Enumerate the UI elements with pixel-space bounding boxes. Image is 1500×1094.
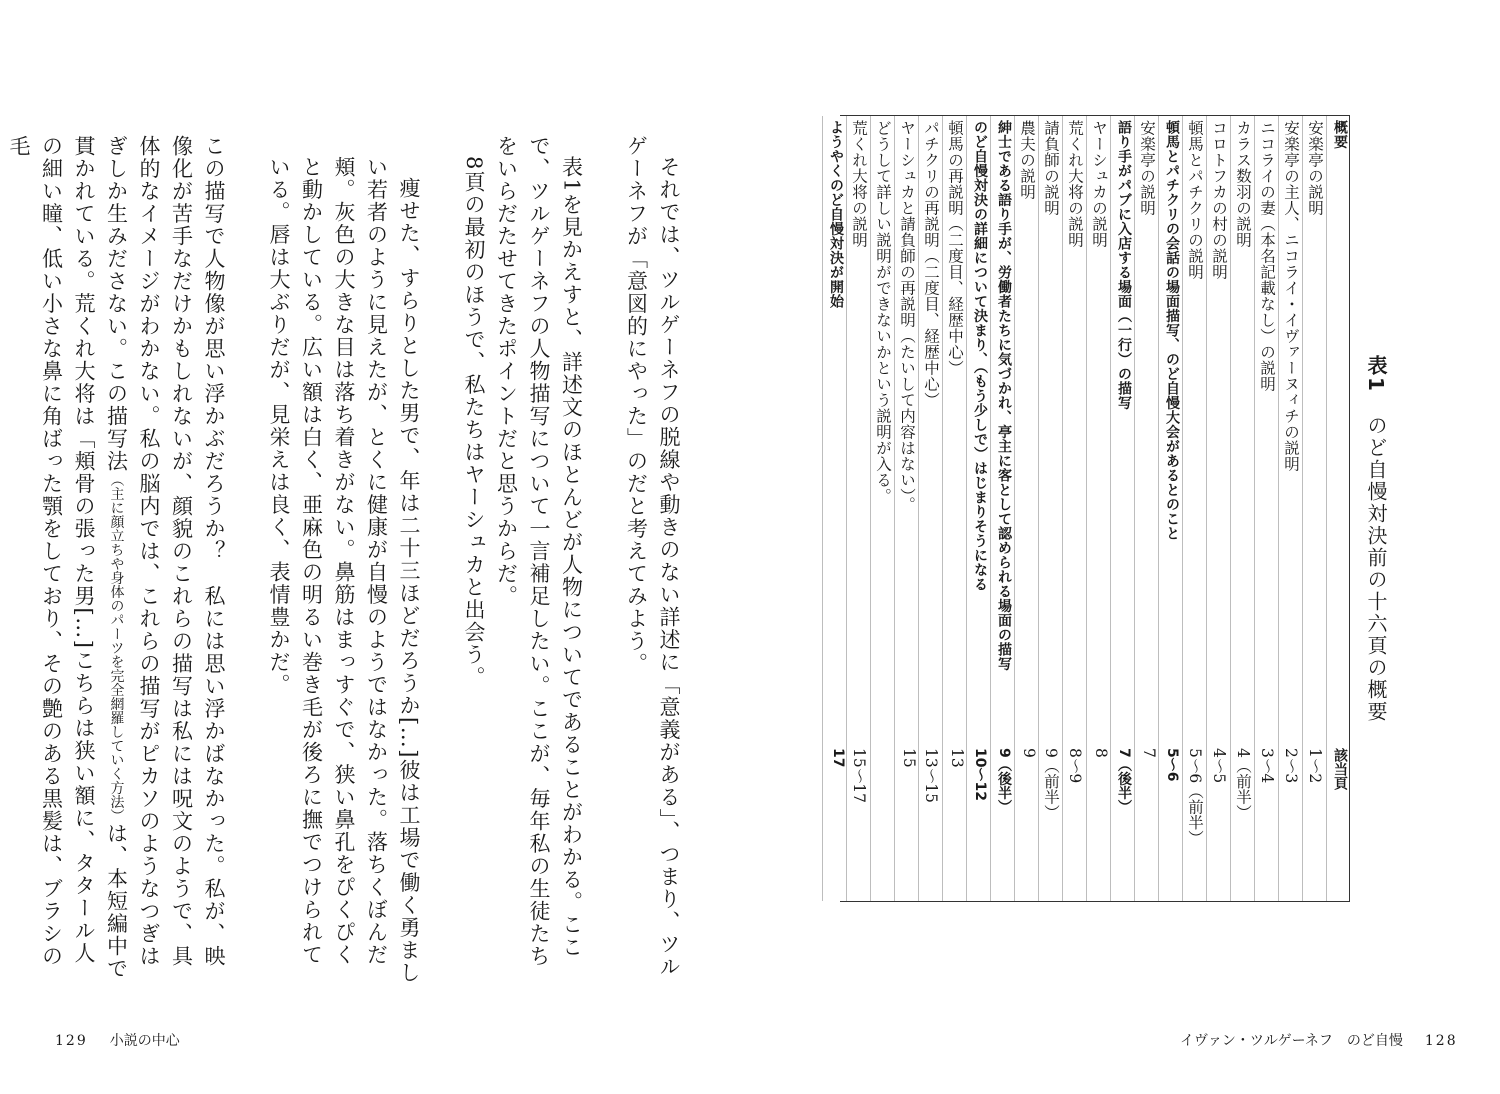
table-title: のど自慢対決前の十六頁の概要 [1364, 414, 1388, 723]
row-pages: 15〜17 [850, 748, 868, 803]
row-topic: 荒くれ大将の説明 [850, 120, 868, 248]
row-topic: 安楽亭の主人、ニコライ・イヴァーヌィチの説明 [1282, 120, 1300, 472]
row-topic: コロトフカの村の説明 [1210, 120, 1228, 280]
table-row [822, 116, 846, 901]
paragraph [425, 135, 458, 985]
body-text [7, 135, 685, 985]
row-topic: 頓馬の再説明（二度目、経歴中心） [946, 120, 964, 376]
row-topic: 頓馬とパチクリの説明 [1186, 120, 1204, 280]
row-topic: パチクリの再説明（二度目、経歴中心） [922, 120, 940, 408]
outline-table [828, 115, 1350, 902]
table-row [1014, 116, 1038, 901]
row-pages: 17 [830, 748, 846, 768]
paragraph [588, 135, 621, 985]
running-head: イヴァン・ツルゲーネフ のど自慢 [1180, 1033, 1403, 1049]
table-row [990, 116, 1014, 901]
row-pages: 3〜4 [1258, 748, 1276, 784]
row-topic: のど自慢対決の詳細について決まり、（もう少しで）はじまりそうになる [972, 120, 988, 592]
row-topic: 農夫の説明 [1018, 120, 1036, 200]
row-pages: 2〜3 [1282, 748, 1300, 784]
row-pages: 9（前半） [1042, 748, 1060, 820]
row-topic: 頓馬とパチクリの会話の場面描写、のど自慢大会があるとのこと [1164, 120, 1180, 541]
row-pages: 7（後半） [1116, 748, 1132, 814]
row-pages: 4〜5 [1210, 748, 1228, 784]
paragraph: 表1を見かえすと、詳述文のほとんどが人物についてであることがわかる。ここで、ツルゲーネフの人物描写について一言補足したい。ここが、毎年私の生徒たちをいらだたせてきたポイントだと思うからだ。 [494, 135, 584, 968]
table-row [1158, 116, 1182, 901]
row-pages: 8 [1092, 748, 1110, 758]
table-row [846, 116, 870, 901]
table-row [1302, 116, 1326, 901]
paragraph-text: この描写で人物像が思い浮かぶだろうか？ 私には思い浮かばなかった。私が、映像化が苦手なだけかもしれないが、顔貌のこれらの描写は私には呪文のようで、具体的なイメージがわかない。私の脳内では、これらの描写がピカソのようなつぎはぎしか生みださない。この描写法 [104, 135, 226, 968]
quotation: 痩せた、すらりとした男で、年は二十三ほどだろうか[…]彼は工場で働く勇ましい若者のように見えたが、とくに健康が自慢のようではなかった。落ちくぼんだ頬。灰色の大きな目は落ち着きがない。鼻筋はまっすぐで、狭い鼻孔をぴくぴくと動かしている。広い額は白く、亜麻色の明るい巻き毛が後ろに撫でつけられている。唇は大ぶりだが、見栄えは良く、表情豊かだ。 [267, 156, 421, 984]
row-pages: 4（前半） [1234, 748, 1252, 820]
row-topic: ヤーシュカの説明 [1090, 120, 1108, 248]
row-pages: 13〜15 [922, 748, 940, 803]
row-pages: 13 [948, 748, 966, 768]
paragraph-text: は、本短編中で貫かれている。荒くれ大将は「頬骨の張った男[…]こちらは狭い額に、タタール人の細い瞳、低い小さな鼻に角ばった顎をしており、その艶のある黒髪は、ブラシの毛 [7, 135, 129, 980]
table-columns [828, 116, 1350, 901]
table-row [1110, 116, 1134, 901]
table-row [1134, 116, 1158, 901]
row-pages: 15 [900, 748, 918, 768]
table-row [1086, 116, 1110, 901]
row-topic: カラス数羽の説明 [1234, 120, 1252, 248]
right-folio [1180, 1030, 1480, 1050]
page-number: 129 [55, 1033, 88, 1049]
table-header [1326, 116, 1350, 901]
table-row [894, 116, 918, 901]
row-topic: 荒くれ大将の説明 [1066, 120, 1084, 248]
row-topic: 安楽亭の説明 [1138, 120, 1156, 216]
table-row [1206, 116, 1230, 901]
paragraph: それでは、ツルゲーネフの脱線や動きのない詳述に「意義がある」、つまり、ツルゲーネフが「意図的にやった」のだと考えてみよう。 [624, 135, 681, 978]
table-row [1230, 116, 1254, 901]
row-pages: 8〜9 [1066, 748, 1084, 784]
row-topic: 紳士である語り手が、労働者たちに気づかれ、亭主に客として認められる場面の描写 [996, 120, 1012, 671]
row-pages: 9 [1020, 748, 1038, 758]
paragraph [230, 135, 263, 985]
table-row [1254, 116, 1278, 901]
row-pages: 5〜6 [1164, 748, 1180, 782]
paragraph: 8頁の最初のほうで、私たちはヤーシュカと出会う。 [462, 156, 486, 689]
table-row [1062, 116, 1086, 901]
row-topic: 安楽亭の説明 [1306, 120, 1324, 216]
table-row [966, 116, 990, 901]
row-topic: どうして詳しい説明ができないかという説明が入る。 [874, 120, 892, 504]
row-pages: 5〜6（前半） [1186, 748, 1204, 846]
table-row [870, 116, 894, 901]
table-row [1278, 116, 1302, 901]
paragraph [3, 135, 231, 985]
row-topic: 請負師の説明 [1042, 120, 1060, 216]
row-pages: 9（後半） [996, 748, 1012, 814]
table-caption [1362, 355, 1391, 723]
row-topic: 語り手がパブに入店する場面（一行）の描写 [1116, 120, 1132, 410]
row-topic: ニコライの妻（本名記載なし）の説明 [1258, 120, 1276, 392]
row-pages [871, 748, 894, 898]
header-pages: 該当頁 [1332, 748, 1348, 790]
table-row [918, 116, 942, 901]
table-row [942, 116, 966, 901]
row-pages: 7 [1140, 748, 1158, 758]
page-number: 128 [1424, 1033, 1458, 1049]
row-pages: 1〜2 [1306, 748, 1324, 784]
table-row [1038, 116, 1062, 901]
table-label: 表1 [1364, 355, 1388, 393]
row-topic: ようやくのど自慢対決が開始 [828, 120, 844, 309]
row-topic: ヤーシュカと請負師の再説明（たいして内容はない）。 [898, 120, 916, 513]
paragraph-note: （主に顔立ちや身体のパーツを完全網羅していく方法） [108, 472, 125, 823]
running-head: 小説の中心 [109, 1033, 180, 1049]
header-topic: 概要 [1332, 120, 1348, 149]
left-folio [55, 1030, 180, 1050]
row-pages: 10〜12 [972, 748, 988, 801]
table-row [1182, 116, 1206, 901]
